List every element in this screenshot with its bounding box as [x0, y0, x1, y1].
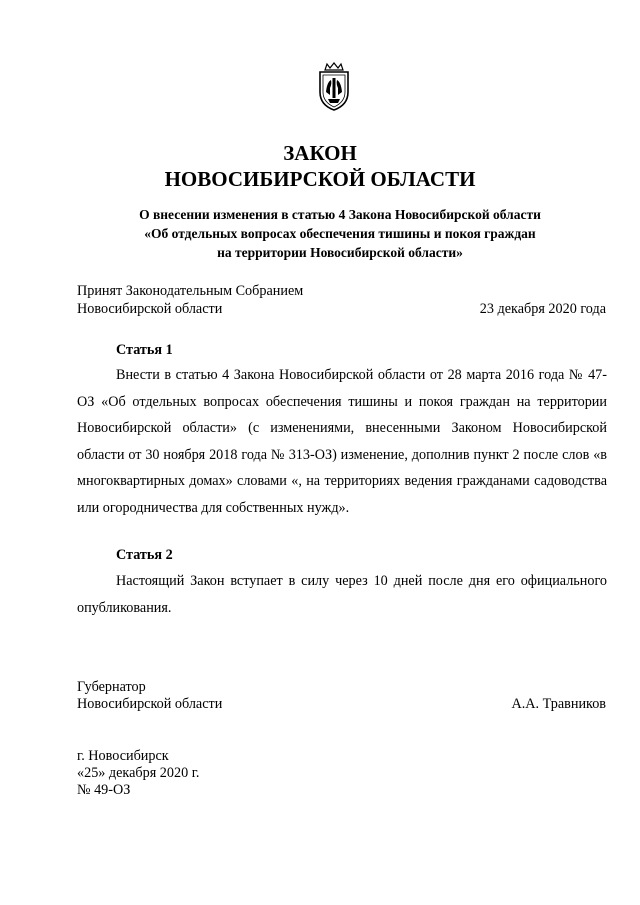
signatory-position-line-2: Новосибирской области	[77, 696, 223, 712]
law-subject-line-3: на территории Новосибирской области»	[217, 245, 463, 260]
law-region-title: НОВОСИБИРСКОЙ ОБЛАСТИ	[164, 167, 476, 191]
law-subject-line-2: «Об отдельных вопросах обеспечения тишины и покоя граждан	[144, 226, 536, 241]
signing-city: г. Новосибирск	[77, 748, 169, 764]
article-1-text: Внести в статью 4 Закона Новосибирской области от 28 марта 2016 года № 47-ОЗ «Об отдельных вопросах обеспечения тишины и покоя граждан на территории Новосибирской области» (с изменениями, внесенными Законом Новосибирской области от 30 ноября 2018 года № 313-ОЗ) изменение, дополнив пункт 2 после слов «в многоквартирных домах» словами «, на территориях ведения гражданами садоводства или огородничества для собственных нужд».	[77, 367, 607, 516]
coat-of-arms-icon	[316, 62, 352, 112]
law-number: № 49-ОЗ	[77, 782, 131, 798]
law-title: ЗАКОН	[283, 141, 357, 165]
adoption-date: 23 декабря 2020 года	[479, 301, 606, 317]
adoption-body-line-1: Принят Законодательным Собранием	[77, 283, 304, 299]
signatory-name: А.А. Травников	[511, 696, 606, 712]
article-1-title: Статья 1	[116, 342, 173, 358]
article-2-text: Настоящий Закон вступает в силу через 10 дней после дня его официального опубликования.	[77, 573, 607, 616]
signing-date: «25» декабря 2020 г.	[77, 765, 200, 781]
article-2-title: Статья 2	[116, 547, 173, 563]
signatory-position-line-1: Губернатор	[77, 679, 146, 695]
adoption-body-line-2: Новосибирской области	[77, 301, 223, 317]
law-subject-line-1: О внесении изменения в статью 4 Закона Новосибирской области	[139, 207, 541, 222]
